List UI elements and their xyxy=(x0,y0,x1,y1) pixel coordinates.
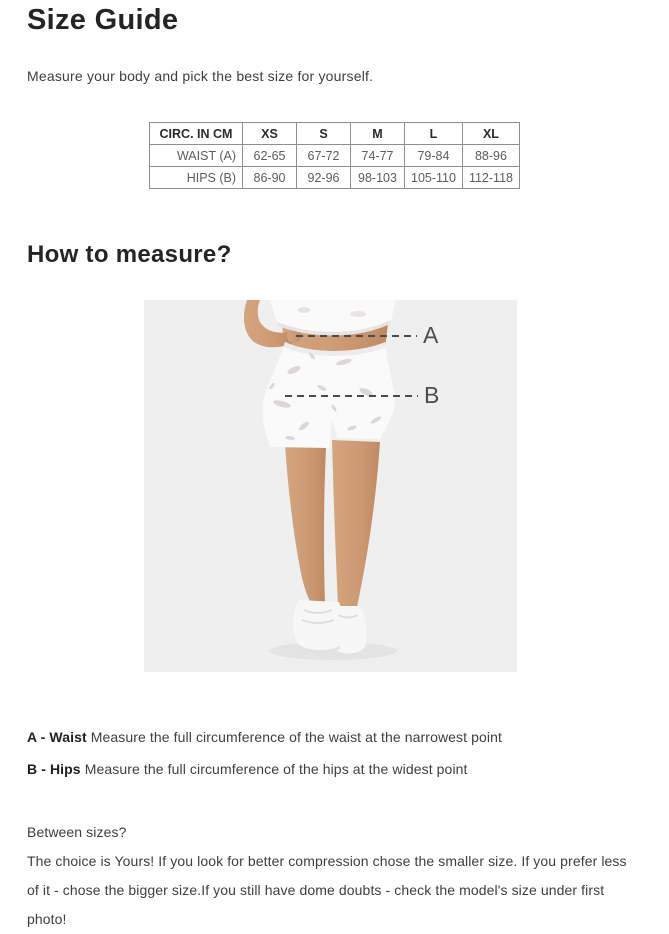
hips-instruction-text: Measure the full circumference of the hips at the widest point xyxy=(80,761,468,777)
model-illustration xyxy=(144,300,517,672)
size-table-header-s: S xyxy=(297,123,351,145)
page-title: Size Guide xyxy=(27,4,179,36)
size-table-header-m: M xyxy=(351,123,405,145)
waist-l: 79-84 xyxy=(405,145,463,167)
waist-xl: 88-96 xyxy=(462,145,519,167)
size-table-container xyxy=(27,122,642,189)
waist-instruction-key: A - Waist xyxy=(27,729,87,745)
waist-marker-label: A xyxy=(423,322,439,348)
size-table-row-waist xyxy=(150,145,520,167)
hips-marker-label: B xyxy=(424,382,440,408)
between-sizes-question: Between sizes? xyxy=(27,824,127,840)
waist-xs: 62-65 xyxy=(243,145,297,167)
hips-xs: 86-90 xyxy=(243,167,297,189)
hips-s: 92-96 xyxy=(297,167,351,189)
measure-instructions xyxy=(27,721,642,785)
hips-l: 105-110 xyxy=(405,167,463,189)
waist-row-label: WAIST (A) xyxy=(150,145,243,167)
size-table-header-circ: CIRC. IN CM xyxy=(150,123,243,145)
waist-s: 67-72 xyxy=(297,145,351,167)
hips-instruction xyxy=(27,753,642,785)
how-to-measure-heading: How to measure? xyxy=(27,241,232,268)
hips-m: 98-103 xyxy=(351,167,405,189)
waist-guide-line xyxy=(296,335,417,337)
hips-row-label: HIPS (B) xyxy=(150,167,243,189)
size-table-header-xl: XL xyxy=(462,123,519,145)
model-legs xyxy=(285,440,380,607)
size-table-row-hips xyxy=(150,167,520,189)
waist-instruction xyxy=(27,721,642,753)
hips-instruction-key: B - Hips xyxy=(27,761,81,777)
hips-guide-line xyxy=(285,395,418,397)
intro-text: Measure your body and pick the best size for yourself. xyxy=(27,68,374,84)
measure-photo xyxy=(144,300,517,672)
size-table-header-xs: XS xyxy=(243,123,297,145)
hips-xl: 112-118 xyxy=(462,167,519,189)
waist-instruction-text: Measure the full circumference of the waist at the narrowest point xyxy=(86,729,502,745)
between-sizes-section xyxy=(27,818,642,934)
size-table xyxy=(149,122,520,189)
between-sizes-answer: The choice is Yours! If you look for better compression chose the smaller size. If you prefer less of it - chose the bigger size.If you still have dome doubts - check the model's size under first photo! xyxy=(27,853,627,927)
size-guide-page xyxy=(0,4,669,934)
size-table-header-l: L xyxy=(405,123,463,145)
size-table-header-row xyxy=(150,123,520,145)
waist-m: 74-77 xyxy=(351,145,405,167)
model-shoes xyxy=(293,600,367,656)
